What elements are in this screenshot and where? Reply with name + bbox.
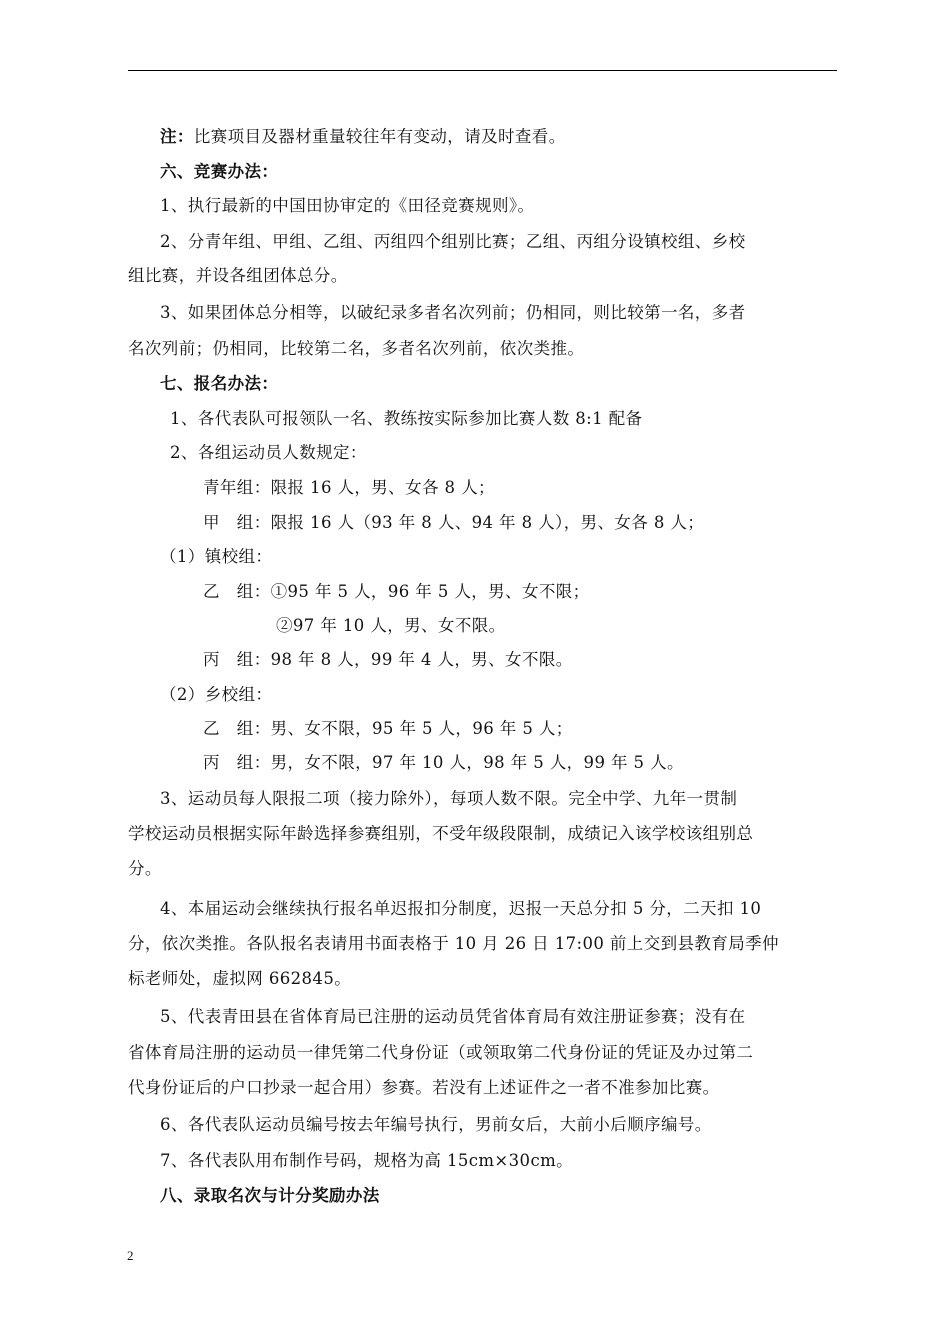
section-6-item-2-line-2: 组比赛，并设各组团体总分。 bbox=[128, 266, 348, 285]
section-8-heading: 八、录取名次与计分奖励办法 bbox=[160, 1186, 380, 1205]
section-7-item-5-line-1: 5、代表青田县在省体育局已注册的运动员凭省体育局有效注册证参赛；没有在 bbox=[160, 1007, 746, 1026]
header-rule bbox=[128, 70, 837, 71]
section-7-item-1: 1、各代表队可报领队一名、教练按实际参加比赛人数 8:1 配备 bbox=[170, 409, 643, 428]
section-7-item-4-line-1: 4、本届运动会继续执行报名单迟报扣分制度，迟报一天总分扣 5 分，二天扣 10 bbox=[160, 899, 762, 918]
town-group-c-line: 丙 组：98 年 8 人，99 年 4 人，男、女不限。 bbox=[203, 650, 573, 669]
section-7-item-5-line-3: 代身份证后的户口抄录一起合用）参赛。若没有上述证件之一者不准参加比赛。 bbox=[128, 1078, 720, 1097]
section-7-item-3-line-1: 3、运动员每人限报二项（接力除外），每项人数不限。完全中学、九年一贯制 bbox=[160, 789, 738, 808]
section-7-item-4-line-3: 标老师处，虚拟网 662845。 bbox=[128, 969, 352, 988]
town-group-b-line-1: 乙 组：①95 年 5 人，96 年 5 人，男、女不限； bbox=[203, 582, 590, 601]
section-6-item-3-line-2: 名次列前；仍相同，比较第二名，多者名次列前，依次类推。 bbox=[128, 339, 585, 358]
village-group-b-line: 乙 组：男、女不限，95 年 5 人，96 年 5 人； bbox=[203, 719, 573, 738]
section-7-heading: 七、报名办法： bbox=[160, 374, 279, 393]
note-text: 比赛项目及器材重量较往年有变动，请及时查看。 bbox=[193, 127, 566, 146]
town-school-label: （1）镇校组： bbox=[160, 547, 273, 566]
village-school-label: （2）乡校组： bbox=[160, 685, 273, 704]
section-6-item-1: 1、执行最新的中国田协审定的《田径竞赛规则》。 bbox=[160, 196, 535, 215]
section-7-item-6: 6、各代表队运动员编号按去年编号执行，男前女后，大前小后顺序编号。 bbox=[160, 1115, 712, 1134]
section-7-item-5-line-2: 省体育局注册的运动员一律凭第二代身份证（或领取第二代身份证的凭证及办过第二 bbox=[128, 1043, 754, 1062]
section-6-item-3-line-1: 3、如果团体总分相等，以破纪录多者名次列前；仍相同，则比较第一名，多者 bbox=[160, 303, 746, 322]
section-7-item-2: 2、各组运动员人数规定： bbox=[170, 443, 367, 462]
youth-group-line: 青年组：限报 16 人，男、女各 8 人； bbox=[203, 478, 495, 497]
town-group-b-line-2: ②97 年 10 人，男、女不限。 bbox=[276, 616, 506, 635]
section-7-item-3-line-3: 分。 bbox=[128, 859, 162, 878]
section-7-item-3-line-2: 学校运动员根据实际年龄选择参赛组别，不受年级段限制，成绩记入该学校该组别总 bbox=[128, 824, 754, 843]
page-number: 2 bbox=[127, 1248, 134, 1263]
village-group-c-line: 丙 组：男，女不限，97 年 10 人，98 年 5 人，99 年 5 人。 bbox=[203, 753, 684, 772]
section-7-item-7: 7、各代表队用布制作号码，规格为高 15cm×30cm。 bbox=[160, 1151, 574, 1170]
note-label: 注： bbox=[160, 127, 194, 146]
section-7-item-4-line-2: 分，依次类推。各队报名表请用书面表格于 10 月 26 日 17:00 前上交到县教育局季仲 bbox=[128, 934, 779, 953]
section-6-heading: 六、竞赛办法： bbox=[160, 162, 279, 181]
note-line bbox=[160, 126, 566, 148]
group-a-line: 甲 组：限报 16 人（93 年 8 人、94 年 8 人），男、女各 8 人； bbox=[203, 513, 705, 532]
section-6-item-2-line-1: 2、分青年组、甲组、乙组、丙组四个组别比赛；乙组、丙组分设镇校组、乡校 bbox=[160, 232, 746, 251]
